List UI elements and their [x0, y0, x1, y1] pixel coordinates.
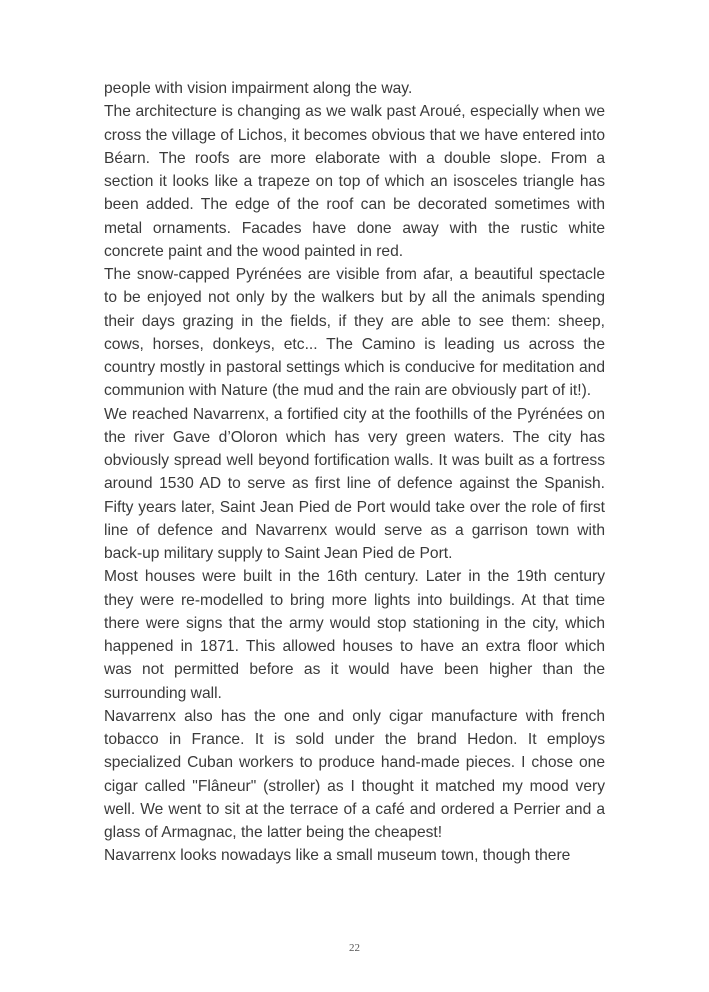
page-number: 22 [349, 942, 360, 954]
paragraph-museum-town: Navarrenx looks nowadays like a small museum town, though there [104, 847, 571, 865]
paragraph-houses: Most houses were built in the 16th century. Later in the 19th century they were re-modelled to bring more lights into buildings. At that time there were signs that the army would stop stationing in the city, which happened in 1871. This allowed houses to have an extra floor which was not permitted before as it would have been higher than the surrounding wall. [104, 568, 605, 702]
paragraph-navarrenx-fortress: We reached Navarrenx, a fortified city at the foothills of the Pyrénées on the river Gave d’Oloron which has very green waters. The city has obviously spread well beyond fortification walls. It was built as a fortress around 1530 AD to serve as first line of defence against the Spanish. Fifty years later, Saint Jean Pied de Port would take over the role of first line of defence and Navarrenx would serve as a garrison town with back-up military supply to Saint Jean Pied de Port. [104, 405, 605, 562]
paragraph-architecture: The architecture is changing as we walk past Aroué, especially when we cross the village of Lichos, it becomes obvious that we have entered into Béarn. The roofs are more elaborate with a double slope. From a section it looks like a trapeze on top of which an isosceles triangle has been added. The edge of the roof can be decorated sometimes with metal ornaments. Facades have done away with the rustic white concrete paint and the wood painted in red. [104, 103, 605, 260]
paragraph-vision-impairment: people with vision impairment along the way. [104, 80, 413, 97]
paragraph-cigar: Navarrenx also has the one and only cigar manufacture with french tobacco in France. It is sold under the brand Hedon. It employs specialized Cuban workers to produce hand-made pieces. I chose one cigar called "Flâneur" (stroller) as I thought it matched my mood very well. We went to sit at the terrace of a café and ordered a Perrier and a glass of Armagnac, the latter being the cheapest! [104, 707, 605, 841]
paragraph-pyrenees: The snow-capped Pyrénées are visible from afar, a beautiful spectacle to be enjoyed not only by the walkers but by all the animals spending their days grazing in the fields, if they are able to see them: sheep, cows, horses, donkeys, etc... The Camino is leading us across the country mostly in pastoral settings which is conducive for meditation and communion with Nature (the mud and the rain are obviously part of it!). [104, 266, 605, 400]
body-text [104, 77, 605, 868]
